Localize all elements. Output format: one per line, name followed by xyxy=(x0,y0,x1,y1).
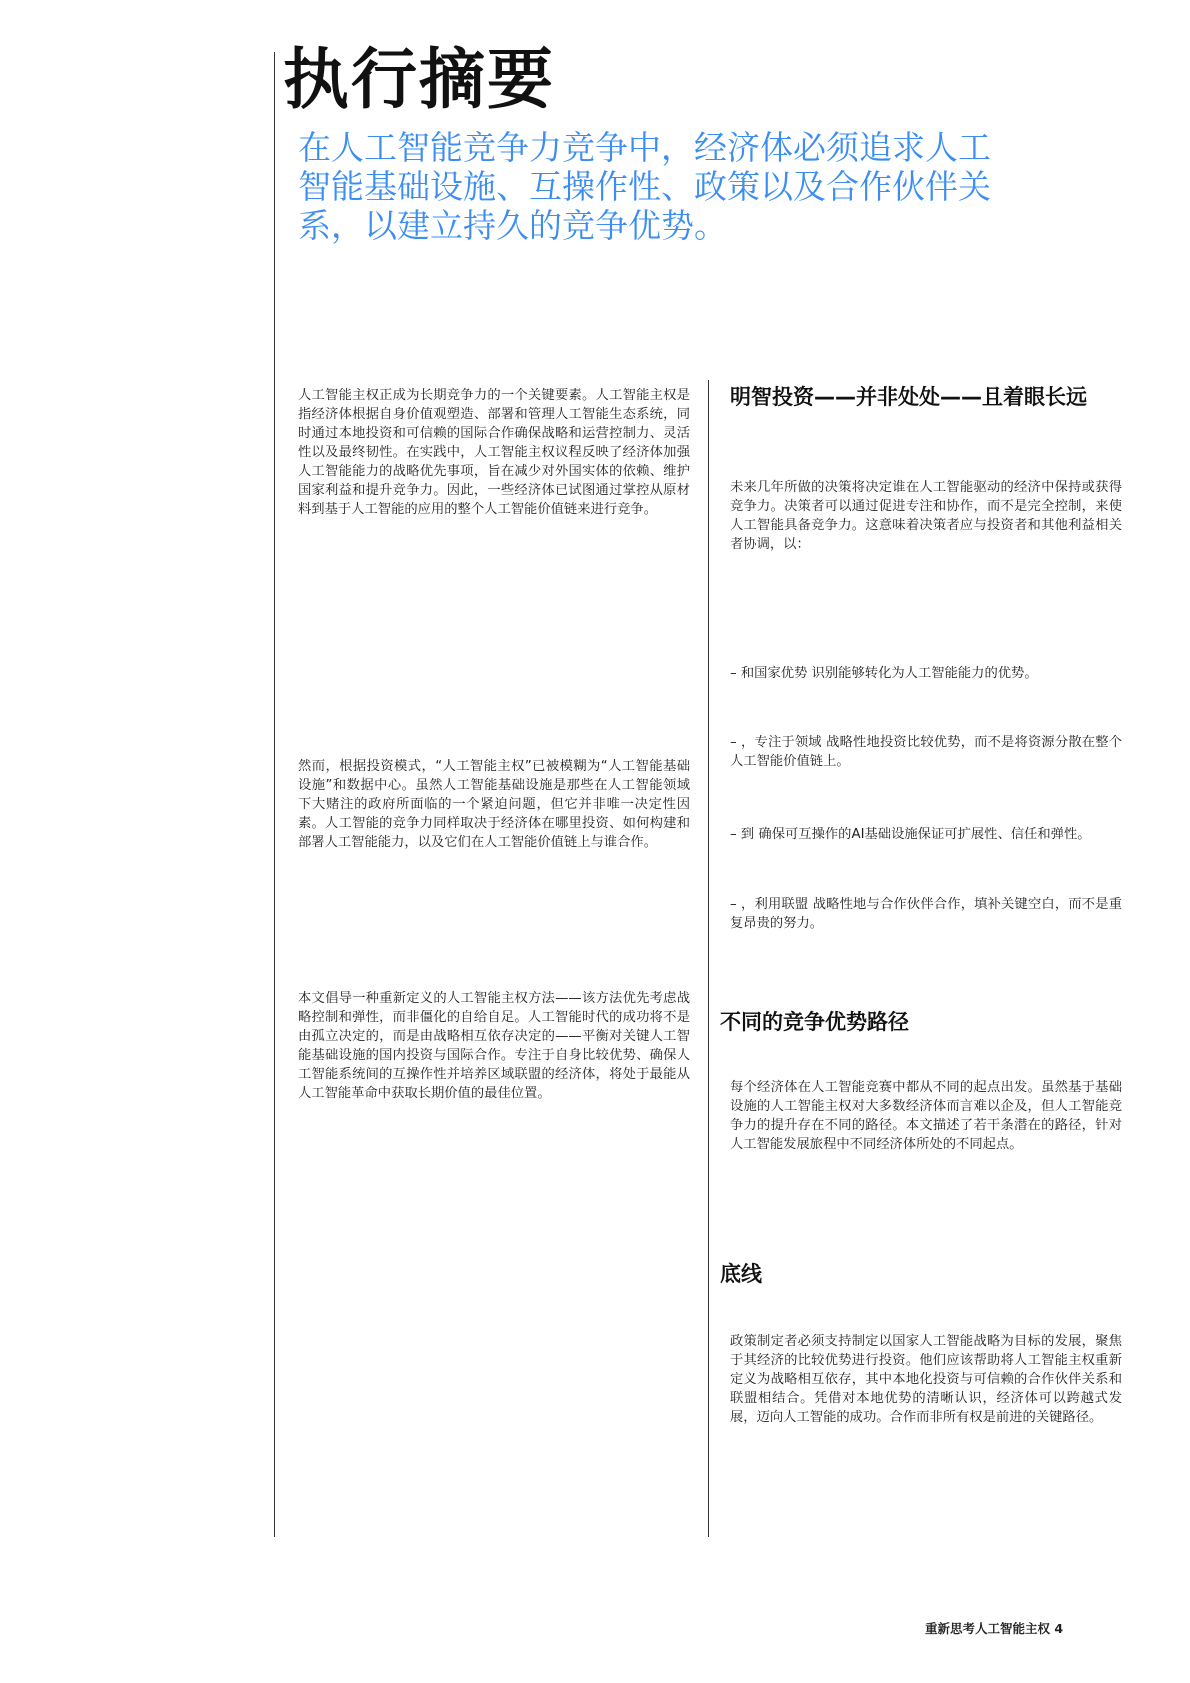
center-vertical-rule xyxy=(708,380,709,1537)
left-paragraph-2: 然而，根据投资模式，“人工智能主权”已被模糊为“人工智能基础设施”和数据中心。虽然人工智能基础设施是那些在人工智能领域下大赌注的政府所面临的一个紧迫问题，但它并非唯一决定性因素。人工智能的竞争力同样取决于经济体在哪里投资、如何构建和部署人工智能能力，以及它们在人工智能价值链上与谁合作。 xyxy=(298,759,690,850)
left-paragraph-3: 本文倡导一种重新定义的人工智能主权方法——该方法优先考虑战略控制和弹性，而非僵化的自给自足。人工智能时代的成功将不是由孤立决定的，而是由战略相互依存决定的——平衡对关键人工智能基础设施的国内投资与国际合作。专注于自身比较优势、确保人工智能系统间的互操作性并培养区域联盟的经济体，将处于最能从人工智能革命中获取长期价值的最佳位置。 xyxy=(298,991,690,1101)
page-footer: 重新思考人工智能主权 4 xyxy=(925,1621,1064,1636)
heading-paths: 不同的竞争优势路径 xyxy=(720,1010,909,1034)
right-paragraph-1: 未来几年所做的决策将决定谁在人工智能驱动的经济中保持或获得竞争力。决策者可以通过促进专注和协作，而不是完全控制，来使人工智能具备竞争力。这意味着决策者应与投资者和其他利益相关者协调，以： xyxy=(730,480,1122,552)
left-vertical-rule xyxy=(274,52,275,1537)
left-paragraph-1: 人工智能主权正成为长期竞争力的一个关键要素。人工智能主权是指经济体根据自身价值观塑造、部署和管理人工智能生态系统，同时通过本地投资和可信赖的国际合作确保战略和运营控制力、灵活性以及最终韧性。在实践中，人工智能主权议程反映了经济体加强人工智能能力的战略优先事项，旨在减少对外国实体的依赖、维护国家利益和提升竞争力。因此，一些经济体已试图通过掌控从原材料到基于人工智能的应用的整个人工智能价值链来进行竞争。 xyxy=(298,388,690,517)
bullet-item: – ，专注于领域 战略性地投资比较优势，而不是将资源分散在整个人工智能价值链上。 xyxy=(730,735,1122,769)
bullet-item: – ，利用联盟 战略性地与合作伙伴合作，填补关键空白，而不是重复昂贵的努力。 xyxy=(730,897,1122,931)
bullet-item: – 和国家优势 识别能够转化为人工智能能力的优势。 xyxy=(730,666,1038,681)
page-title: 执行摘要 xyxy=(283,41,555,118)
right-paragraph-2: 每个经济体在人工智能竞赛中都从不同的起点出发。虽然基于基础设施的人工智能主权对大多数经济体而言难以企及，但人工智能竞争力的提升存在不同的路径。本文描述了若干条潜在的路径，针对人工智能发展旅程中不同经济体所处的不同起点。 xyxy=(730,1080,1122,1152)
right-paragraph-3: 政策制定者必须支持制定以国家人工智能战略为目标的发展，聚焦于其经济的比较优势进行投资。他们应该帮助将人工智能主权重新定义为战略相互依存，其中本地化投资与可信赖的合作伙伴关系和联盟相结合。凭借对本地优势的清晰认识，经济体可以跨越式发展，迈向人工智能的成功。合作而非所有权是前进的关键路径。 xyxy=(730,1334,1122,1425)
heading-bottom-line: 底线 xyxy=(720,1262,762,1286)
page-subtitle: 在人工智能竞争力竞争中，经济体必须追求人工智能基础设施、互操作性、政策以及合作伙伴关系，以建立持久的竞争优势。 xyxy=(298,128,991,245)
heading-invest-wisely: 明智投资——并非处处——且着眼长远 xyxy=(730,385,1087,409)
bullet-item: – 到 确保可互操作的AI基础设施保证可扩展性、信任和弹性。 xyxy=(730,827,1091,842)
